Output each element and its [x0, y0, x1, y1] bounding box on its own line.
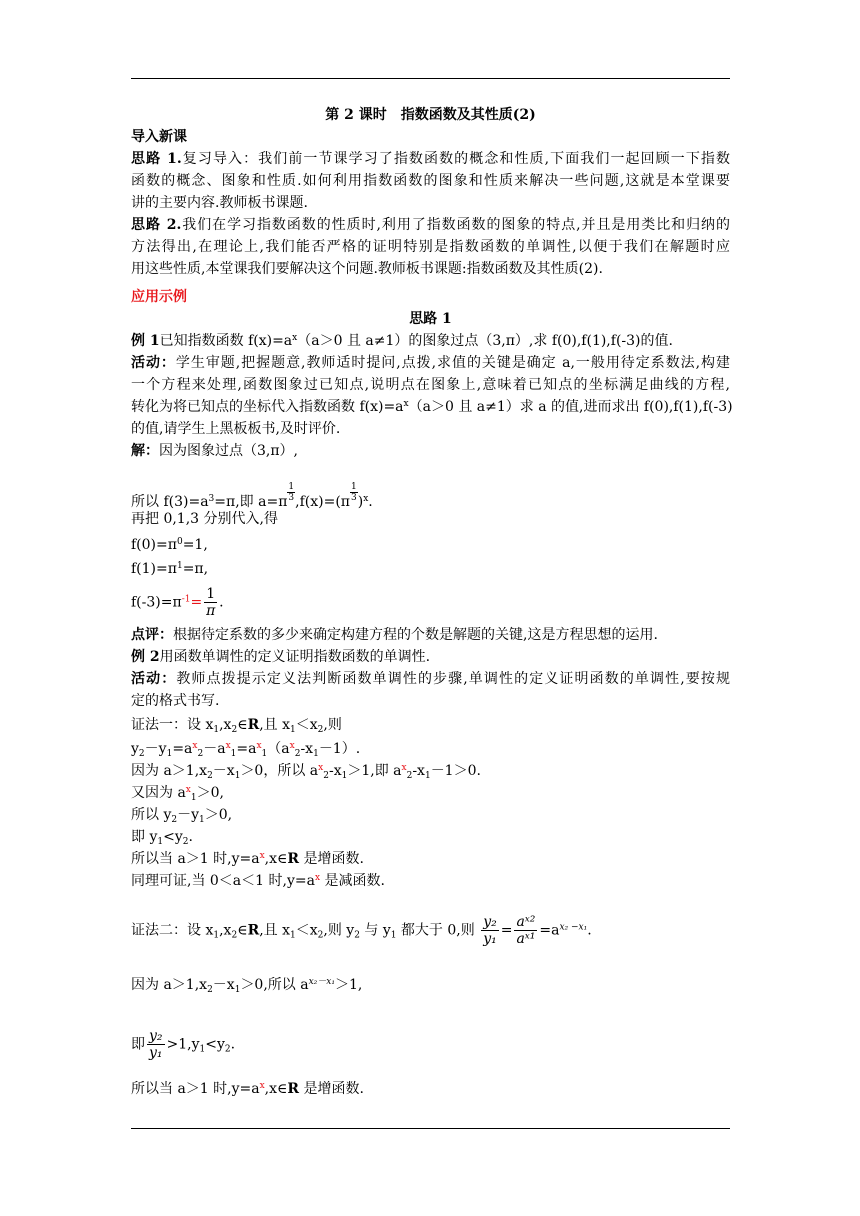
- subheading-idea1: 思路 1: [409, 311, 452, 327]
- example1-substitute: 再把 0,1,3 分别代入,得: [131, 511, 278, 527]
- proof2-line-2: 因为 $a>1,x_2-x_1>0$,所以 $a^{x_2-x_1}>1$,: [131, 977, 363, 995]
- example1-solution-start: 解：因为图象过点（3,π）,: [131, 443, 299, 459]
- header-rule: [131, 78, 730, 79]
- idea2-line-1: 思路 2.我们在学习指数函数的性质时,利用了指数函数的图象的特点,并且是用类比和归纳的: [131, 217, 730, 233]
- fraction-y2-over-y1-b: $\frac{\text{y₂}}{\text{y₁}}$: [149, 1028, 163, 1061]
- proof1-line-3: 因为 $a>1,x_2-x_1>0$，所以 $a^x_2-x_1>1$,即 $a^x_2-x_1-1>0$.: [131, 763, 481, 781]
- example1-f0: $f(0)=\pi^0=1$,: [131, 537, 208, 553]
- example1-activity-2: 一个方程来处理,函数图象过已知点,说明点在图象上,意味着已知点的坐标满足曲线的方程,: [131, 377, 730, 393]
- page-title: 第 2 课时 指数函数及其性质(2): [325, 107, 536, 123]
- example1-f1: $f(1)=\pi^1=\pi$,: [131, 561, 209, 577]
- example1-activity-3: 转化为将已知点的坐标代入指数函数 $f(x)=a^x(a>0$ 且 a≠1）求 a 的值,进而求出 f(0),f(1),f(-3): [131, 399, 733, 415]
- fraction-ax2-over-ax1: $\frac{\text{aˣ²}}{\text{aˣ¹}}$: [516, 914, 536, 947]
- proof2-line-4: 所以当 a＞1 时$,y=a^x,x\in R$ 是增函数.: [131, 1081, 364, 1097]
- example1-activity-1: 活动：学生审题,把握题意,教师适时提问,点拨,求值的关键是确定 a,一般用待定系数法,构建: [131, 355, 731, 371]
- example1-activity-4: 的值,请学生上黑板板书,及时评价.: [131, 421, 341, 437]
- proof1-line-6: 即 $y_1<y_2$.: [131, 829, 193, 847]
- example2-question: 例 2用函数单调性的定义证明指数函数的单调性.: [131, 649, 431, 665]
- exp-one-third: $\frac{1}{3}$: [288, 482, 295, 503]
- proof1-line-1: 证法一：设 $x_1,x_2\in R$,且 $x_1<x_2$,则: [131, 717, 342, 735]
- proof1-line-4: 又因为 $a^x_1>0$,: [131, 785, 224, 803]
- example1-question: 例 1已知指数函数 $f(x)=a^x(a>0$ 且 a≠1）的图象过点（3,π）,求 f(0),f(1),f(-3)的值.: [131, 333, 673, 349]
- idea2-line-3: 用这些性质,本堂课我们要解决这个问题.教师板书课题:指数函数及其性质(2).: [131, 261, 603, 277]
- example1-solution-so: 所以 $f(3)=a^3=\pi$,即 a=π $\frac{1}{3}$ ,f(x)=(π $\frac{1}{3}$ )$^x$.: [131, 482, 373, 510]
- fraction-one-over-pi: $\frac{1}{\pi}$: [206, 586, 216, 619]
- proof1-line-8: 同理可证,当 0＜a＜1 时$,y=a^x$ 是减函数.: [131, 873, 385, 889]
- proof2-line-3: 即 $\frac{\text{y₂}}{\text{y₁}}$ $>1,y_1<y_2$.: [131, 1028, 236, 1061]
- example1-fm3: $f(-3)=\pi^{-1}=$ $\frac{1}{\pi}$ .: [131, 586, 224, 619]
- example2-activity-2: 定的格式书写.: [131, 693, 220, 709]
- example1-comment: 点评：根据待定系数的多少来确定构建方程的个数是解题的关键,这是方程思想的运用.: [131, 627, 658, 643]
- proof1-line-7: 所以当 a＞1 时$,y=a^x,x\in R$ 是增函数.: [131, 851, 364, 867]
- proof1-line-2: $y_2-y_1=a^x_2-a^x_1=a^x_1(a^x_2-x_1-1)$.: [131, 741, 361, 759]
- exp-one-third-2: $\frac{1}{3}$: [351, 482, 357, 503]
- section-heading-intro: 导入新课: [131, 129, 187, 145]
- idea1-line-3: 讲的主要内容.教师板书课题.: [131, 195, 308, 211]
- idea2-line-2: 方法得出,在理论上,我们能否严格的证明特别是指数函数的单调性,以便于我们在解题时应: [131, 239, 730, 255]
- fraction-y2-over-y1: $\frac{\text{y₂}}{\text{y₁}}$: [483, 914, 497, 947]
- section-heading-examples: 应用示例: [131, 289, 187, 305]
- footer-rule: [131, 1128, 730, 1129]
- proof2-line-1: 证法二：设 $x_1,x_2\in R$,且 $x_1<x_2$,则 $y_2$ 与 $y_1$ 都大于 0,则 $\frac{\text{y₂}}{\text{y₁}}$ = $\frac{\text{aˣ²}}{\text{aˣ¹}}$ $=a^{x_2 -x_1}$.: [131, 914, 592, 947]
- proof1-line-5: 所以 $y_2-y_1>0$,: [131, 807, 233, 825]
- idea1-line-2: 函数的概念、图象和性质.如何利用指数函数的图象和性质来解决一些问题,这就是本堂课要: [131, 173, 730, 189]
- example2-activity-1: 活动：教师点拨提示定义法判断函数单调性的步骤,单调性的定义证明函数的单调性,要按规: [131, 671, 730, 687]
- idea1-line-1: 思路 1.复习导入：我们前一节课学习了指数函数的概念和性质,下面我们一起回顾一下指数: [131, 151, 730, 167]
